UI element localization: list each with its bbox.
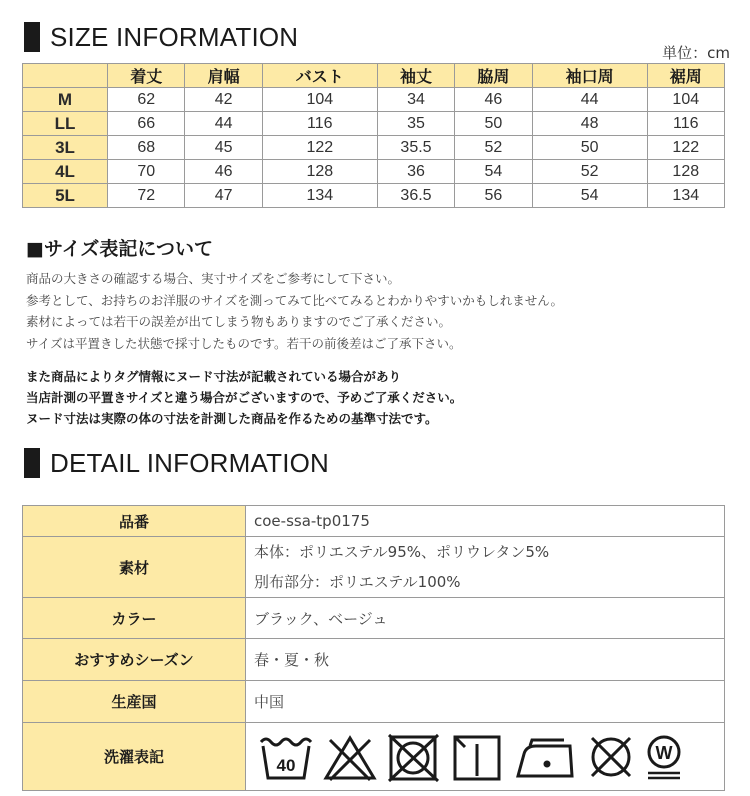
season-value: 春・夏・秋 — [246, 639, 725, 681]
size-label: 3L — [23, 136, 108, 160]
table-cell: 128 — [647, 160, 724, 184]
size-notes — [26, 268, 563, 354]
origin-label: 生産国 — [23, 681, 246, 723]
origin-value: 中国 — [246, 681, 725, 723]
detail-section-title: DETAIL INFORMATION — [50, 447, 330, 478]
note-line: 商品の大きさの確認する場合、実寸サイズをご参考にして下さい。 — [26, 271, 401, 286]
size-label: M — [23, 88, 108, 112]
column-header: 袖口周 — [532, 64, 647, 88]
table-cell: 48 — [532, 112, 647, 136]
wash-temperature: 40 — [276, 755, 296, 775]
material-line: 本体：ポリエステル95%、ポリウレタン5% — [254, 543, 550, 561]
nude-size-notes — [26, 366, 462, 429]
table-cell: 52 — [455, 136, 532, 160]
table-cell: 52 — [532, 160, 647, 184]
detail-table — [22, 505, 725, 791]
table-cell: 54 — [455, 160, 532, 184]
column-header: 袖丈 — [377, 64, 454, 88]
table-cell: 34 — [377, 88, 454, 112]
size-section-heading — [24, 22, 298, 52]
iron-low-icon — [514, 732, 578, 782]
color-value: ブラック、ベージュ — [246, 598, 725, 639]
material-value — [246, 537, 725, 598]
wet-clean-gentle-icon — [644, 732, 684, 782]
table-row — [23, 112, 725, 136]
column-header: 肩幅 — [185, 64, 262, 88]
table-cell: 116 — [647, 112, 724, 136]
table-cell: 44 — [532, 88, 647, 112]
table-cell: 44 — [185, 112, 262, 136]
table-row — [23, 88, 725, 112]
care-label: 洗濯表記 — [23, 723, 246, 791]
wet-clean-letter: W — [655, 742, 673, 763]
no-dry-clean-icon — [586, 732, 636, 782]
size-label: 5L — [23, 184, 108, 208]
table-cell: 36.5 — [377, 184, 454, 208]
table-cell: 35.5 — [377, 136, 454, 160]
bold-note-line: 当店計測の平置きサイズと違う場合がございますので、予めご了承ください。 — [26, 390, 463, 405]
table-cell: 50 — [532, 136, 647, 160]
material-line: 別布部分：ポリエステル100% — [254, 573, 461, 591]
product-code-label: 品番 — [23, 506, 246, 537]
table-cell: 72 — [108, 184, 185, 208]
table-row — [23, 136, 725, 160]
wash-40-tub-icon — [258, 732, 314, 782]
heading-bar — [24, 22, 40, 52]
detail-row-product-code — [23, 506, 725, 537]
table-row — [23, 184, 725, 208]
table-cell: 70 — [108, 160, 185, 184]
table-cell: 66 — [108, 112, 185, 136]
table-cell: 68 — [108, 136, 185, 160]
product-code-value: coe-ssa-tp0175 — [246, 506, 725, 537]
table-cell: 134 — [647, 184, 724, 208]
size-table-corner-cell — [23, 64, 108, 88]
table-cell: 45 — [185, 136, 262, 160]
table-cell: 47 — [185, 184, 262, 208]
detail-section-heading — [24, 448, 329, 478]
table-cell: 46 — [185, 160, 262, 184]
table-cell: 104 — [262, 88, 377, 112]
table-cell: 42 — [185, 88, 262, 112]
column-header: 裾周 — [647, 64, 724, 88]
size-label: LL — [23, 112, 108, 136]
size-table-header-row — [23, 64, 725, 88]
column-header: 着丈 — [108, 64, 185, 88]
line-dry-shade-icon — [450, 732, 506, 782]
table-cell: 122 — [262, 136, 377, 160]
table-cell: 56 — [455, 184, 532, 208]
detail-row-origin — [23, 681, 725, 723]
table-cell: 104 — [647, 88, 724, 112]
table-cell: 46 — [455, 88, 532, 112]
detail-row-material — [23, 537, 725, 598]
detail-row-color — [23, 598, 725, 639]
season-label: おすすめシーズン — [23, 639, 246, 681]
note-line: 参考として、お持ちのお洋服のサイズを測ってみて比べてみるとわかりやすいかもしれません。 — [26, 292, 564, 308]
size-section-title: SIZE INFORMATION — [50, 21, 299, 52]
table-cell: 35 — [377, 112, 454, 136]
column-header: 脇周 — [455, 64, 532, 88]
table-cell: 128 — [262, 160, 377, 184]
bold-note-line: ヌード寸法は実際の体の寸法を計測した商品を作るための基準寸法です。 — [26, 411, 438, 426]
table-cell: 50 — [455, 112, 532, 136]
no-tumble-dry-icon — [386, 732, 442, 782]
note-line: サイズは平置きした状態で採寸したものです。若干の前後差はご了承下さい。 — [26, 335, 462, 351]
note-line: 素材によっては若干の誤差が出てしまう物もありますのでご了承ください。 — [26, 314, 452, 329]
material-label: 素材 — [23, 537, 246, 598]
unit-label: 単位：cm — [662, 44, 730, 62]
detail-row-season — [23, 639, 725, 681]
size-label: 4L — [23, 160, 108, 184]
table-cell: 54 — [532, 184, 647, 208]
no-bleach-icon — [322, 732, 378, 782]
detail-row-care — [23, 723, 725, 791]
column-header: バスト — [262, 64, 377, 88]
table-cell: 36 — [377, 160, 454, 184]
care-symbols — [246, 723, 725, 791]
table-cell: 116 — [262, 112, 377, 136]
table-row — [23, 160, 725, 184]
heading-bar — [24, 448, 40, 478]
table-cell: 62 — [108, 88, 185, 112]
bold-note-line: また商品によりタグ情報にヌード寸法が記載されている場合があり — [26, 369, 402, 384]
size-notes-heading: ■サイズ表記について — [26, 238, 214, 260]
color-label: カラー — [23, 598, 246, 639]
table-cell: 134 — [262, 184, 377, 208]
size-table — [22, 63, 725, 208]
table-cell: 122 — [647, 136, 724, 160]
